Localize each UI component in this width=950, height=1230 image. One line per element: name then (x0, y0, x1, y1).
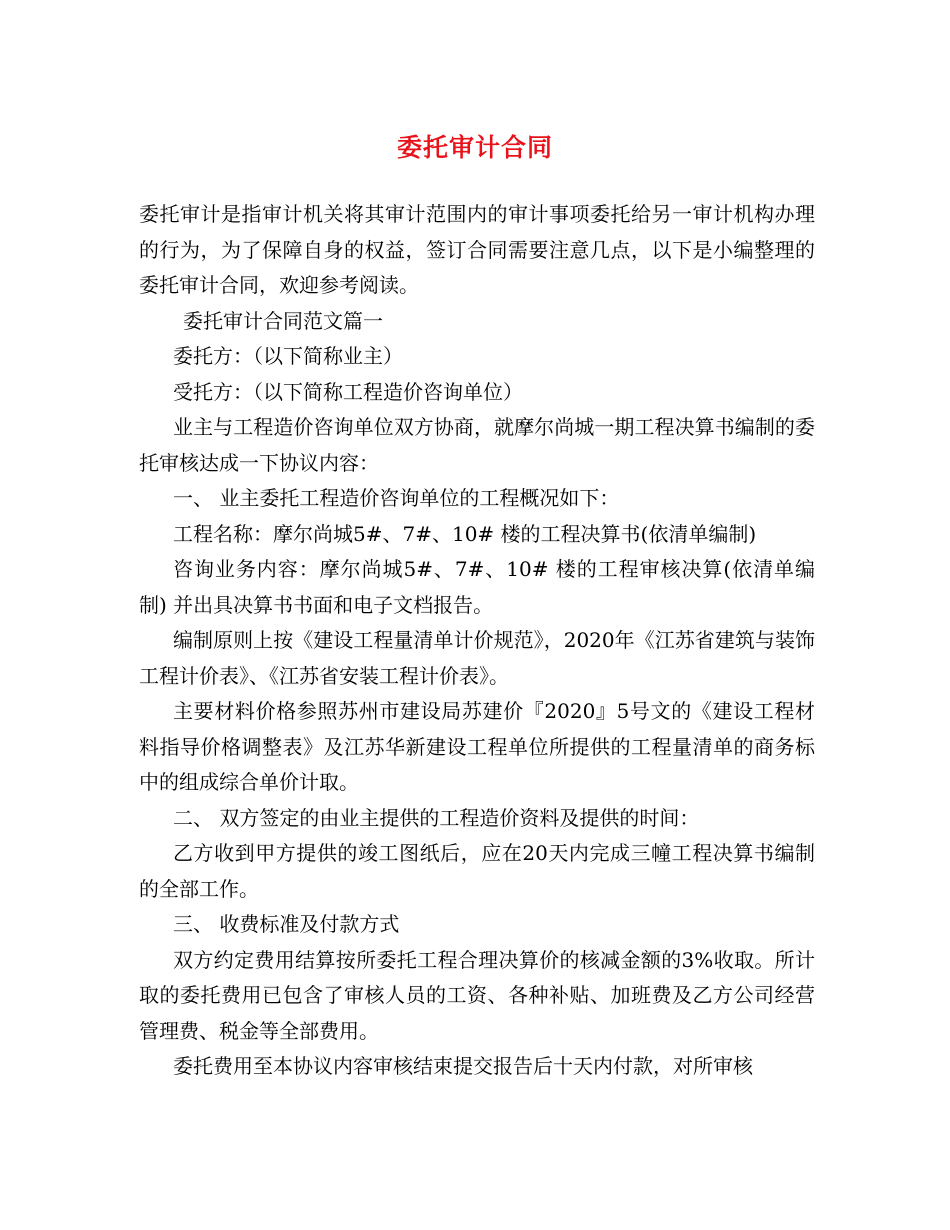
paragraph-payment: 委托费用至本协议内容审核结束提交报告后十天内付款，对所审核 (173, 1054, 753, 1078)
paragraph-clause-1: 一、 业主委托工程造价咨询单位的工程概况如下： (173, 486, 620, 510)
paragraph-service-content: 咨询业务内容：摩尔尚城5#、7#、10# 楼的工程审核决算(依清单编制) 并出具决算书书面和电子文档报告。 (139, 557, 815, 617)
paragraph-client: 委托方：（以下简称业主） (173, 344, 403, 368)
paragraph-intro: 委托审计是指审计机关将其审计范围内的审计事项委托给另一审计机构办理的行为，为了保障自身的权益，签订合同需要注意几点，以下是小编整理的委托审计合同，欢迎参考阅读。 (139, 202, 815, 297)
paragraph-clause-3: 三、 收费标准及付款方式 (173, 912, 400, 936)
paragraph-principles: 编制原则上按《建设工程量清单计价规范》，2020年《江苏省建筑与装饰工程计价表》、《江苏省安装工程计价表》。 (139, 628, 815, 688)
paragraph-section-heading: 委托审计合同范文篇一 (183, 308, 383, 333)
paragraph-fee: 双方约定费用结算按所委托工程合理决算价的核减金额的3%收取。所计取的委托费用已包含了审核人员的工资、各种补贴、加班费及乙方公司经营管理费、税金等全部费用。 (139, 947, 815, 1043)
paragraph-project-name: 工程名称：摩尔尚城5#、7#、10# 楼的工程决算书(依清单编制) (173, 521, 757, 546)
document-body (139, 197, 815, 1085)
paragraph-deadline: 乙方收到甲方提供的竣工图纸后，应在20天内完成三幢工程决算书编制的全部工作。 (139, 841, 815, 901)
document-title: 委托审计合同 (396, 133, 553, 162)
paragraph-contractor: 受托方：（以下简称工程造价咨询单位） (173, 379, 523, 404)
paragraph-materials: 主要材料价格参照苏州市建设局苏建价『2020』5号文的《建设工程材料指导价格调整表》及江苏华新建设工程单位所提供的工程量清单的商务标中的组成综合单价计取。 (139, 699, 815, 794)
paragraph-clause-2: 二、 双方签定的由业主提供的工程造价资料及提供的时间： (173, 805, 700, 830)
paragraph-agreement: 业主与工程造价咨询单位双方协商，就摩尔尚城一期工程决算书编制的委托审核达成一下协议内容： (139, 415, 815, 475)
